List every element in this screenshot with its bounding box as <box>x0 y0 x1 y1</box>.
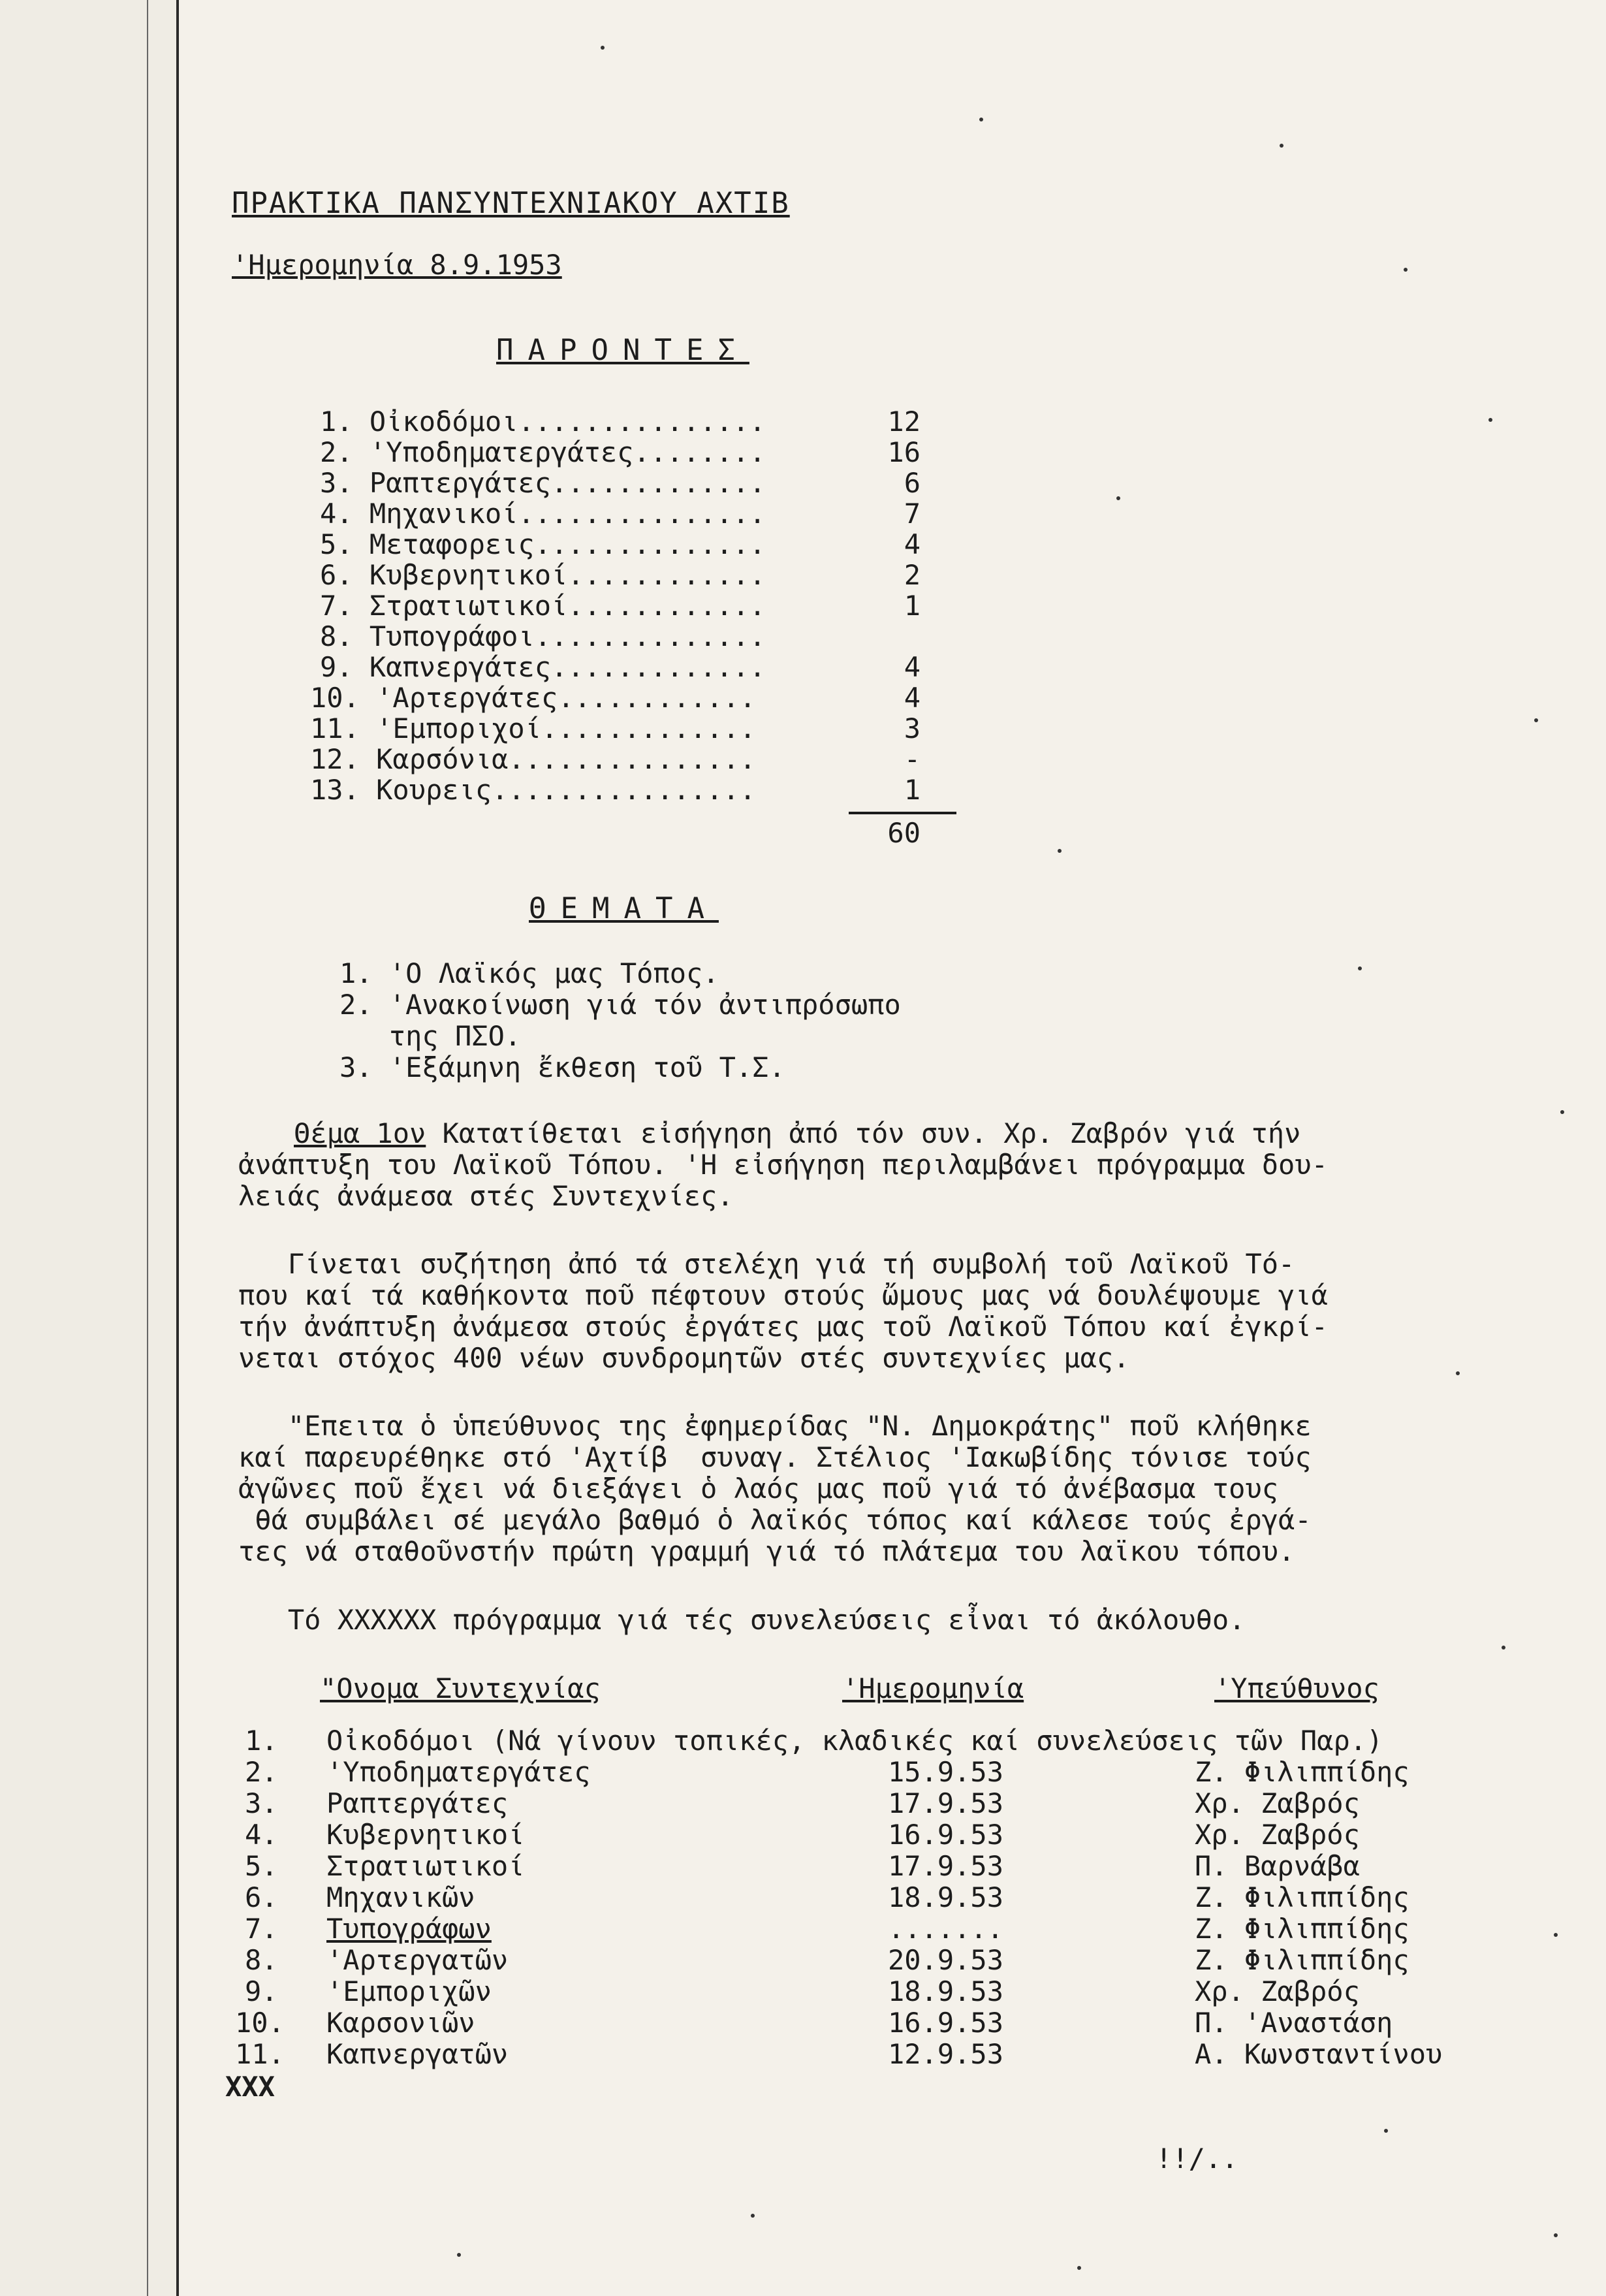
schedule-row-date: 16.9.53 <box>888 2007 1004 2039</box>
attendance-label: 5. Μεταφορεις.............. <box>320 528 766 560</box>
paragraph-line: θά συμβάλει σέ μεγάλο βαθμό ὁ λαϊκός τόπος καί κάλεσε τούς ἐργά- <box>238 1504 1312 1536</box>
schedule-row-name: Μηχανικῶν <box>326 1881 475 1913</box>
total-rule <box>849 812 956 814</box>
schedule-row-date: 17.9.53 <box>888 1850 1004 1882</box>
attendance-label: 9. Καπνεργάτες............. <box>320 651 766 683</box>
schedule-row-number: 10. <box>235 2007 285 2039</box>
schedule-row-owner: Ζ. Φιλιππίδης <box>1195 1913 1409 1945</box>
attendance-count: 2 <box>904 559 921 591</box>
schedule-header-name: "Ονομα Συντεχνίας <box>320 1672 601 1704</box>
schedule-row-owner: Ζ. Φιλιππίδης <box>1195 1944 1409 1976</box>
attendance-label: 7. Στρατιωτικοί............ <box>320 590 766 622</box>
schedule-row-number: 5. <box>245 1850 278 1882</box>
schedule-row-date: 18.9.53 <box>888 1881 1004 1913</box>
attendance-label: 11. 'Εμποριχοί............. <box>310 712 756 744</box>
schedule-row-name: 'Εμποριχῶν <box>326 1975 492 2007</box>
paragraph-line: Τό ΧΧΧΧΧΧ πρόγραμμα γιά τές συνελεύσεις εἶναι τό ἀκόλουθο. <box>238 1604 1246 1636</box>
schedule-header-date: 'Ημερομηνία <box>842 1672 1024 1704</box>
schedule-row-date: ....... <box>888 1913 1004 1945</box>
schedule-header-owner: 'Υπεύθυνος <box>1214 1672 1379 1704</box>
topic-item: της ΠΣΟ. <box>339 1020 522 1052</box>
paragraph-line: νεται στόχος 400 νέων συνδρομητῶν στές συντεχνίες μας. <box>238 1342 1130 1374</box>
attendance-label: 13. Κουρεις................ <box>310 774 756 806</box>
paragraph-line: ἀνάπτυξη του Λαϊκοῦ Τόπου. 'Η εἰσήγηση περιλαμβάνει πρόγραμμα δου- <box>238 1149 1328 1181</box>
schedule-row-owner: Π. 'Αναστάση <box>1195 2007 1393 2039</box>
schedule-row-number: 9. <box>245 1975 278 2007</box>
schedule-row-number: 6. <box>245 1881 278 1913</box>
paragraph-line: που καί τά καθήκοντα ποῦ πέφτουν στούς ὤμους μας νά δουλέψουμε γιά <box>238 1279 1328 1311</box>
schedule-row-name: 'Υποδηματεργάτες <box>326 1756 591 1788</box>
schedule-row-owner: Α. Κωνσταντίνου <box>1195 2038 1443 2070</box>
paragraph-line <box>294 1117 1301 1149</box>
end-mark: ΧΧΧ <box>225 2071 275 2103</box>
paragraph-line: ἀγῶνες ποῦ ἔχει νά διεξάγει ὁ λαός μας ποῦ γιά τό ἀνέβασμα τους <box>238 1473 1279 1505</box>
document-title: ΠΡΑΚΤΙΚΑ ΠΑΝΣΥΝΤΕΧΝΙΑΚΟΥ ΑΧΤΙΒ <box>232 187 790 220</box>
attendance-label: 12. Καρσόνια............... <box>310 743 756 775</box>
schedule-row-name: Ραπτεργάτες <box>326 1787 509 1819</box>
schedule-row-name: Κυβερνητικοί <box>326 1819 525 1851</box>
attendance-count: 1 <box>904 590 921 622</box>
schedule-row-name: Καπνεργατῶν <box>326 2038 509 2070</box>
attendance-label: 2. 'Υποδηματεργάτες........ <box>320 436 766 468</box>
schedule-row-owner: Ζ. Φιλιππίδης <box>1195 1881 1409 1913</box>
page-continuation-marker: !!/.. <box>1156 2143 1238 2175</box>
topic-1-label: Θέμα 1ον <box>294 1117 426 1149</box>
attendance-count: 7 <box>904 498 921 530</box>
topics-heading: ΘΕΜΑΤΑ <box>529 892 719 925</box>
attendance-label: 4. Μηχανικοί............... <box>320 498 766 530</box>
schedule-row-1-text: Οἰκοδόμοι (Νά γίνουν τοπικές, κλαδικές καί συνελεύσεις τῶν Παρ.) <box>326 1725 1383 1757</box>
attendance-label: 10. 'Αρτεργάτες............ <box>310 682 756 714</box>
attendance-count: 4 <box>904 528 921 560</box>
schedule-row-number: 8. <box>245 1944 278 1976</box>
attendance-count: 16 <box>887 436 921 468</box>
schedule-row-date: 16.9.53 <box>888 1819 1004 1851</box>
document-date: 'Ημερομηνία 8.9.1953 <box>232 249 562 281</box>
attendance-count: 4 <box>904 682 921 714</box>
schedule-row-number: 4. <box>245 1819 278 1851</box>
schedule-row-name: Τυπογράφων <box>326 1913 492 1945</box>
paragraph-line: τήν ἀνάπτυξη ἀνάμεσα στούς ἐργάτες μας τοῦ Λαϊκοῦ Τόπου καί ἐγκρί- <box>238 1311 1328 1343</box>
topic-item: 1. 'Ο Λαϊκός μας Τόπος. <box>339 957 719 989</box>
attendance-count: - <box>904 743 921 775</box>
schedule-row-number: 11. <box>235 2038 285 2070</box>
paragraph-line: καί παρευρέθηκε στό 'Αχτίβ συναγ. Στέλιος 'Ιακωβίδης τόνισε τούς <box>238 1441 1312 1473</box>
schedule-row-date: 18.9.53 <box>888 1975 1004 2007</box>
paragraph-line: τες νά σταθοῦνστήν πρώτη γραμμή γιά τό πλάτεμα του λαϊκου τόπου. <box>238 1535 1295 1567</box>
schedule-row-date: 15.9.53 <box>888 1756 1004 1788</box>
paragraph-line: "Επειτα ὁ ὑπεύθυνος της ἐφημερίδας "Ν. Δημοκράτης" ποῦ κλήθηκε <box>238 1410 1312 1442</box>
attendance-total: 60 <box>887 817 921 849</box>
present-heading: ΠΑΡΟΝΤΕΣ <box>496 334 749 367</box>
attendance-count: 6 <box>904 467 921 499</box>
schedule-row-number: 3. <box>245 1787 278 1819</box>
topic-item: 2. 'Ανακοίνωση γιά τόν ἀντιπρόσωπο <box>339 989 901 1021</box>
topic-item: 3. 'Εξάμηνη ἔκθεση τοῦ Τ.Σ. <box>339 1051 785 1083</box>
schedule-row-name: Στρατιωτικοί <box>326 1850 525 1882</box>
paragraph-line: λειάς ἀνάμεσα στές Συντεχνίες. <box>238 1180 734 1212</box>
paragraph-text: Κατατίθεται εἰσήγηση ἀπό τόν συν. Χρ. Ζαβρόν γιά τήν <box>426 1117 1301 1149</box>
attendance-label: 8. Τυπογράφοι.............. <box>320 620 766 652</box>
attendance-label: 6. Κυβερνητικοί............ <box>320 559 766 591</box>
schedule-row-owner: Χρ. Ζαβρός <box>1195 1819 1360 1851</box>
schedule-row-owner: Χρ. Ζαβρός <box>1195 1975 1360 2007</box>
schedule-row-owner: Χρ. Ζαβρός <box>1195 1787 1360 1819</box>
schedule-row-date: 12.9.53 <box>888 2038 1004 2070</box>
schedule-row-name: 'Αρτεργατῶν <box>326 1944 509 1976</box>
attendance-count: 3 <box>904 712 921 744</box>
schedule-row-number: 7. <box>245 1913 278 1945</box>
schedule-row-owner: Ζ. Φιλιππίδης <box>1195 1756 1409 1788</box>
schedule-row-number: 1. <box>245 1725 278 1757</box>
attendance-label: 3. Ραπτεργάτες............. <box>320 467 766 499</box>
margin-rule <box>147 0 148 2296</box>
attendance-count: 4 <box>904 651 921 683</box>
attendance-label: 1. Οἰκοδόμοι............... <box>320 406 766 438</box>
paragraph-line: Γίνεται συζήτηση ἀπό τά στελέχη γιά τή συμβολή τοῦ Λαϊκοῦ Τό- <box>238 1248 1295 1280</box>
schedule-row-name: Καρσονιῶν <box>326 2007 475 2039</box>
schedule-row-date: 20.9.53 <box>888 1944 1004 1976</box>
attendance-count: 1 <box>904 774 921 806</box>
attendance-count: 12 <box>887 406 921 438</box>
schedule-row-number: 2. <box>245 1756 278 1788</box>
schedule-row-date: 17.9.53 <box>888 1787 1004 1819</box>
schedule-row-owner: Π. Βαρνάβα <box>1195 1850 1360 1882</box>
left-margin-strip <box>0 0 179 2296</box>
